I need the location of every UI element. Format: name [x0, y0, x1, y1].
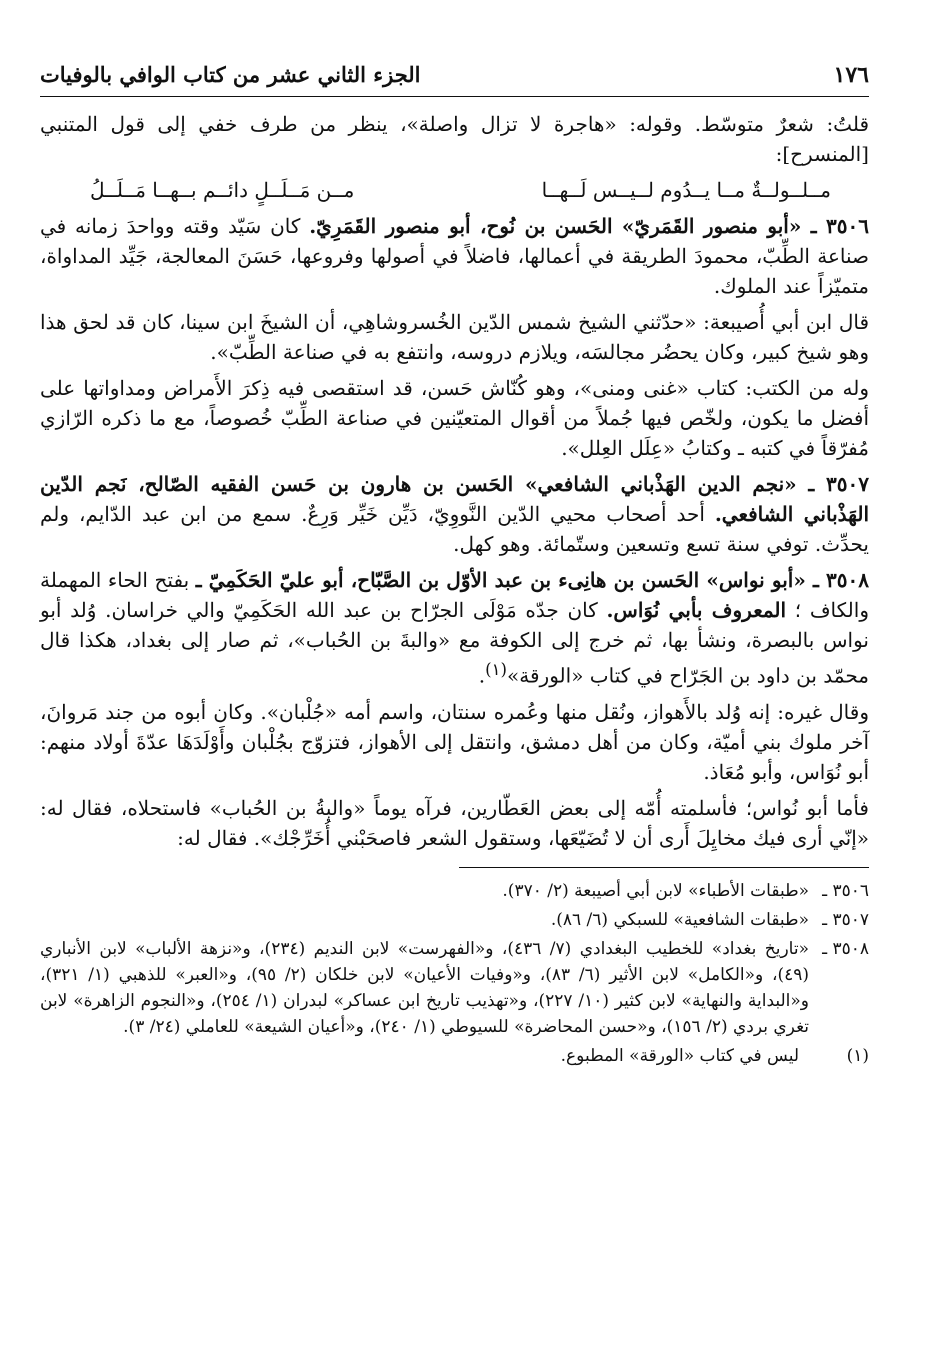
- footnote-number: ٣٥٠٦ ـ: [822, 880, 869, 901]
- entry-3506-paragraph-3: وله من الكتب: كتاب «غنى ومنى»، وهو كُنّاش حَسن، قد استقصى فيه ذِكرَ الأَمراض ومداواتها على أفضل ما يكون، ولخّص فيها جُملاً من أقوال المتعيّنين في صناعة الطِّبّ خُصوصاً، مع ما ذكره الرّازي مُفرّقاً في كتبه ـ وكتابُ «عِلَل العِلل».: [40, 376, 869, 460]
- entry-3508-head: ٣٥٠٨ ـ «أبو نواس» الحَسن بن هانِىء بن عبد الأوّل بن الصَّبّاح، أبو عليّ الحَكَمِيّ ـ: [195, 568, 869, 592]
- footnote-number: ٣٥٠٨ ـ: [822, 938, 869, 959]
- entry-3506: [40, 211, 869, 301]
- footnote-text: «طبقات الأطباء» لابن أبي أصيبعة (٢/ ٣٧٠).: [502, 880, 809, 901]
- footnote-divider: [459, 867, 869, 868]
- poem-verse: [40, 175, 869, 205]
- endnote-1: [40, 1043, 869, 1069]
- footnote-3506: [40, 878, 869, 904]
- footnote-text: «طبقات الشافعية» للسبكي (٦/ ٨٦).: [550, 909, 809, 930]
- endnote-text: ليس في كتاب «الورقة» المطبوع.: [560, 1045, 799, 1066]
- entry-3508-paragraph-2: وقال غيره: إنه وُلد بالأَهواز، ونُقل منها وعُمره سنتان، واسم أمه «جُلْبان». وكان أبوه من جند مَروانَ، آخر ملوك بني أميّة، وكان من أهل دمشق، وانتقل إلى الأهواز، فتزوّج بجُلْبان وأَوْلَدَهَا عدّةَ أولاد منهم: أبو نُوَاس، وأبو مُعَاذ.: [40, 699, 869, 784]
- footnote-text: «تاريخ بغداد» للخطيب البغدادي (٧/ ٤٣٦)، و«الفهرست» لابن النديم (٢٣٤)، و«نزهة الألباب» لابن الأنباري (٤٩)، و«الكامل» لابن الأثير (٦/ ٨٣)، و«وفيات الأعيان» لابن خلكان (٢/ ٩٥)، و«العبر» للذهبي (١/ ٣٢١)، و«البداية والنهاية» لابن كثير (١٠/ ٢٢٧)، و«تهذيب تاريخ ابن عساكر» لبدران (١/ ٢٥٤)، و«النجوم الزاهرة» لابن تغري بردي (٢/ ١٥٦)، و«حسن المحاضرة» للسيوطي (١/ ٢٤٠)، و«أعيان الشيعة» للعاملي (٢٤/ ٣).: [40, 938, 810, 1037]
- entry-3507-text: أحد أصحاب محيي الدّين النَّووِيّ، دَيِّن خَيِّر وَرِعٌ. سمع من ابن عبد الدّايم، ولم يحدِّث. توفي سنة تسع وتسعين وستّمائة. وهو كهل.: [40, 502, 869, 556]
- entry-3508-paragraph-3: فأما أبو نُواس؛ فأسلمته أُمّه إلى بعض العَطّارين، فرآه يوماً «والبةُ بن الحُباب» فاستحلاه، فقال له: «إنّي أرى فيك مخايِلَ أَرى أن لا تُضَيّعَها، وستقول الشعر فاصحَبْني أُخَرِّجْك». فقال له:: [40, 795, 869, 850]
- footnote-number: ٣٥٠٧ ـ: [822, 909, 869, 930]
- footnotes: [40, 878, 869, 1069]
- verse-hemistich-left: مــن مَــلَــلٍ دائــم بــهــا مَــلَــلُ: [90, 178, 355, 202]
- footnote-3508: [40, 936, 869, 1040]
- intro-paragraph: قلتُ: شعرٌ متوسّط. وقوله: «هاجرة لا تزال واصلة»، ينظر من طرف خفي إلى قول المتنبي [المنسرح]:: [40, 112, 869, 166]
- footnote-reference[interactable]: (١): [485, 660, 508, 679]
- page-header: [40, 62, 869, 97]
- entry-3507-head: ٣٥٠٧ ـ «نجم الدين الهَذْباني الشافعي» الحَسن بن هارون بن حَسن الفقيه الصّالح، نَجم الدّين الهَذْباني الشافعي.: [40, 472, 870, 526]
- page-number: ١٧٦: [833, 62, 869, 88]
- verse-hemistich-right: مــلــولــةٌ مــا يــدُوم لــيــس لَــهــا: [541, 178, 831, 202]
- entry-3508: ٣٥٠٨ ـ «أبو نواس» الحَسن بن هانِىء بن عبد الأوّل بن الصَّبّاح، أبو عليّ الحَكَمِيّ ـ بفتح الحاء المهملة والكاف ؛ المعروف بأبي نُوَاس. كان جدّه مَوْلَى الجرّاح بن عبد الله الحَكَمِيّ والي خراسان. وُلد أبو نواس بالبصرة، ونشأ بها، ثم خرج إلى الكوفة مع «والبةَ بن الحُباب»، ثم صار إلى بغداد، هكذا قال محمّد بن داود بن الجَرّاح في كتاب «الورقة»$^{(١)}$.: [40, 568, 869, 688]
- endnote-number: (١): [846, 1045, 869, 1066]
- entry-3506-paragraph-2: قال ابن أبي أُصيبعة: «حدّثني الشيخ شمس الدّين الخُسروشاهِي، أن الشيخَ ابن سينا، كان قد لحق هذا وهو شيخ كبير، وكان يحضُر مجالسَه، ويلازم دروسه، وانتفع به في صناعة الطِّبّ».: [40, 310, 869, 364]
- entry-3506-text: كان سَيّد وقته وواحدَ زمانه في صناعة الطِّبّ، محمودَ الطريقة في أعمالها، فاضلاً في أصولها وفروعها، حَسَنَ المعالجة، جَيِّد المداواة، متميّزاً عند الملوك.: [40, 214, 869, 298]
- entry-3507: [40, 469, 869, 559]
- entry-3506-head: ٣٥٠٦ ـ «أبو منصور القَمَريّ» الحَسن بن نُوح، أبو منصور القَمَرِيّ.: [309, 214, 870, 238]
- entry-3508-text-1: بفتح الحاء المهملة والكاف ؛: [40, 568, 869, 622]
- body-text: [40, 109, 869, 853]
- footnote-3507: [40, 907, 869, 933]
- running-title: الجزء الثاني عشر من كتاب الوافي بالوفيات: [40, 62, 421, 87]
- entry-3508-text-2: كان جدّه مَوْلَى الجرّاح بن عبد الله الحَكَمِيّ والي خراسان. وُلد أبو نواس بالبصرة، ونشأ بها، ثم خرج إلى الكوفة مع «والبةَ بن الحُباب»، ثم صار إلى بغداد، هكذا قال محمّد بن داود بن الجَرّاح في كتاب «الورقة»: [40, 598, 869, 688]
- entry-3508-head-2: المعروف بأبي نُوَاس.: [606, 598, 787, 622]
